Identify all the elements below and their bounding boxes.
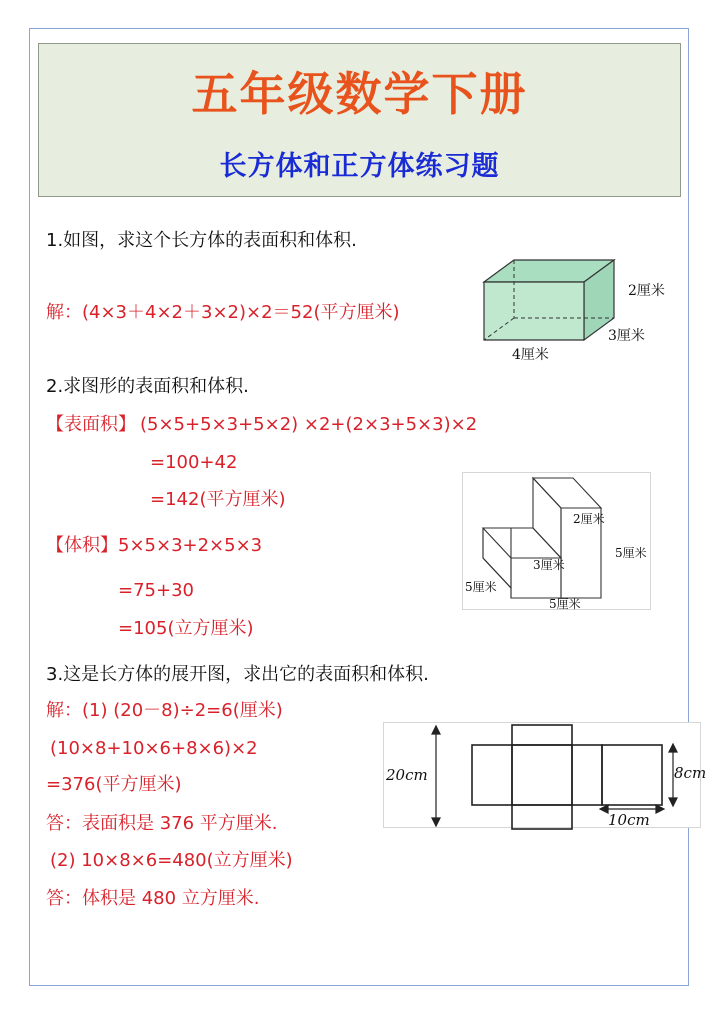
q1-solution: 解：(4×3＋4×2＋3×2)×2＝52(平方厘米)	[46, 302, 400, 323]
q2-surface-expr: (5×5+5×3+5×2) ×2+(2×3+5×3)×2	[140, 414, 478, 435]
q2-surface-label: 【表面积】	[46, 414, 136, 435]
q1-cuboid-figure	[478, 250, 688, 365]
q2-bottom-label: 5厘米	[549, 597, 581, 611]
q2-mid-label: 3厘米	[533, 558, 565, 572]
q2-top-width-label: 2厘米	[573, 512, 605, 526]
q3-line2: (10×8+10×6+8×6)×2	[50, 738, 258, 759]
q2-surface-row	[46, 414, 477, 436]
q3-answer1: 答：表面积是 376 平方厘米.	[46, 813, 278, 834]
title-banner	[38, 43, 681, 197]
q1-height-label: 2厘米	[628, 283, 665, 299]
q2-surface-step1: =100+42	[150, 452, 238, 473]
q2-left-depth-label: 5厘米	[465, 580, 497, 594]
q3-bottom-label: 10cm	[608, 811, 650, 829]
q2-volume-label: 【体积】	[46, 535, 118, 556]
q2-volume-step2: =105(立方厘米)	[118, 618, 254, 639]
q3-answer2: 答：体积是 480 立方厘米.	[46, 888, 260, 909]
q3-question: 3.这是长方体的展开图，求出它的表面积和体积.	[46, 664, 429, 685]
q1-question: 1.如图，求这个长方体的表面积和体积.	[46, 230, 357, 251]
q2-surface-step2: =142(平方厘米)	[150, 489, 286, 510]
q1-length-label: 4厘米	[512, 347, 549, 363]
page-title: 五年级数学下册	[191, 67, 528, 121]
q2-volume-step1: =75+30	[118, 580, 194, 601]
q3-line1: 解：(1) (20－8)÷2=6(厘米)	[46, 700, 283, 721]
q3-net-figure	[383, 722, 707, 829]
q2-step-solid-figure	[462, 472, 651, 610]
q1-width-label: 3厘米	[608, 328, 645, 344]
q3-line4: (2) 10×8×6=480(立方厘米)	[50, 850, 293, 871]
q2-question: 2.求图形的表面积和体积.	[46, 376, 249, 397]
page-subtitle: 长方体和正方体练习题	[219, 151, 500, 182]
q3-line3: =376(平方厘米)	[46, 774, 182, 795]
q2-volume-expr: 5×5×3+2×5×3	[118, 535, 263, 556]
q3-left-label: 20cm	[386, 766, 428, 784]
q2-volume-row	[46, 535, 262, 557]
q2-right-height-label: 5厘米	[615, 546, 647, 560]
q3-right-label: 8cm	[674, 764, 707, 782]
